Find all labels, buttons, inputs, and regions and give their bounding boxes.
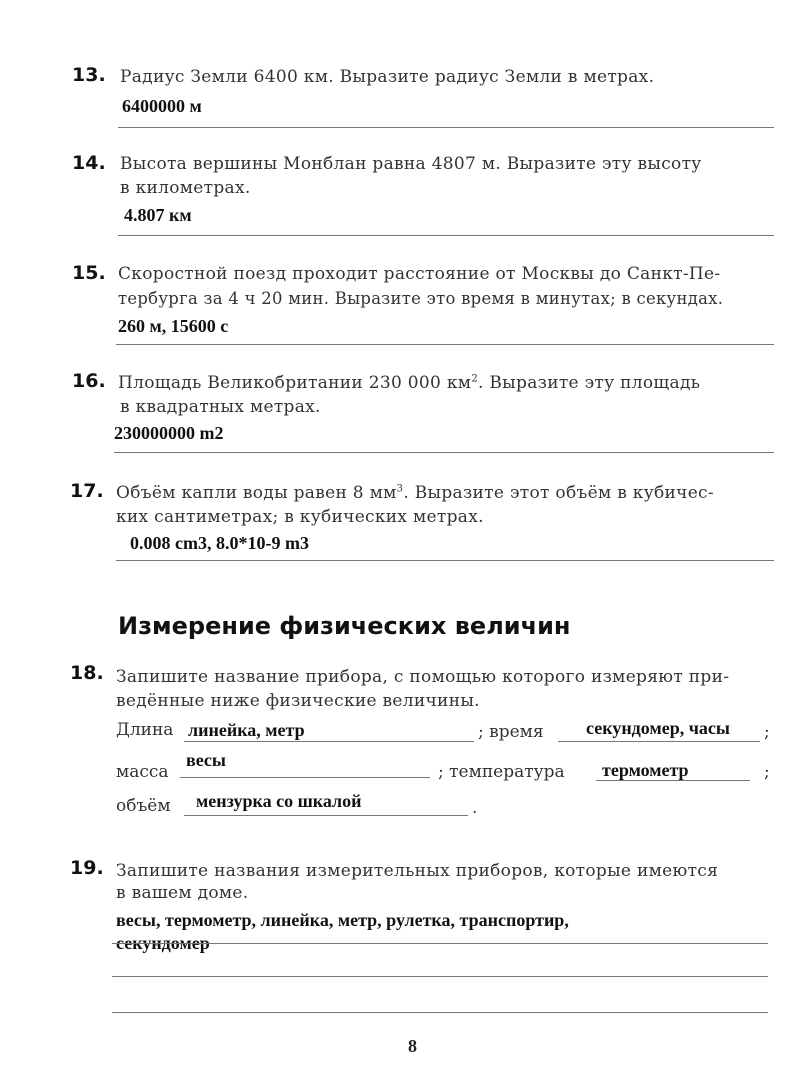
exercise-16-text-a: Площадь Великобритании 230 000 км	[118, 373, 472, 393]
exercise-17-superscript: 3	[396, 483, 404, 495]
exercise-18-question-line2: ведённые ниже физические величины.	[116, 691, 480, 711]
answer-line	[118, 235, 774, 236]
exercise-17-question-line1	[116, 480, 714, 506]
exercise-16-question-line1	[118, 370, 700, 396]
answer-line	[112, 976, 768, 977]
exercise-19-answer-line1: весы, термометр, линейка, метр, рулетка, транспортир,	[116, 910, 569, 930]
exercise-17-answer: 0.008 cm3, 8.0*10-9 m3	[130, 533, 309, 553]
exercise-17-text-b: . Выразите этот объём в кубичес-	[403, 483, 714, 503]
mass-answer-line	[180, 777, 430, 778]
volume-answer-line	[184, 815, 468, 816]
length-label: Длина	[116, 720, 174, 740]
exercise-19-number: 19.	[70, 857, 104, 879]
answer-line	[112, 1012, 768, 1013]
page-number: 8	[408, 1036, 417, 1056]
time-semicolon: ;	[764, 722, 770, 742]
exercise-13-answer: 6400000 м	[122, 96, 202, 116]
exercise-19-question-line1: Запишите названия измерительных приборов, которые имеются	[116, 861, 719, 881]
exercise-15-number: 15.	[72, 262, 106, 284]
answer-line	[118, 127, 774, 128]
exercise-16-text-b: . Выразите эту площадь	[477, 373, 701, 393]
answer-line	[112, 943, 768, 944]
volume-label: объём	[116, 796, 171, 816]
answer-line	[116, 344, 774, 345]
exercise-17-question-line2: ких сантиметрах; в кубических метрах.	[116, 507, 484, 527]
exercise-14-number: 14.	[72, 152, 106, 174]
answer-line	[116, 560, 774, 561]
exercise-14-answer: 4.807 км	[124, 205, 192, 225]
temperature-answer: термометр	[602, 760, 689, 780]
exercise-13-question: Радиус Земли 6400 км. Выразите радиус Земли в метрах.	[120, 67, 655, 87]
temperature-label: ; температура	[438, 762, 565, 782]
temperature-answer-line	[596, 780, 750, 781]
exercise-19-answer-line2: секундомер	[116, 933, 210, 953]
answer-line	[114, 452, 774, 453]
exercise-17-number: 17.	[70, 480, 104, 502]
length-answer: линейка, метр	[188, 720, 305, 740]
section-title: Измерение физических величин	[118, 612, 571, 640]
exercise-14-question-line1: Высота вершины Монблан равна 4807 м. Выразите эту высоту	[120, 154, 702, 174]
mass-answer: весы	[186, 750, 226, 770]
time-label: ; время	[478, 722, 544, 742]
time-answer: секундомер, часы	[586, 718, 730, 738]
exercise-16-question-line2: в квадратных метрах.	[120, 397, 321, 417]
exercise-15-question-line2: тербурга за 4 ч 20 мин. Выразите это время в минутах; в секундах.	[118, 289, 724, 308]
volume-period: .	[472, 798, 478, 818]
exercise-18-question-line1: Запишите название прибора, с помощью которого измеряют при-	[116, 667, 730, 687]
exercise-14-question-line2: в километрах.	[120, 178, 251, 198]
exercise-15-question-line1: Скоростной поезд проходит расстояние от Москвы до Санкт-Пе-	[118, 264, 721, 284]
exercise-19-question-line2: в вашем доме.	[116, 883, 249, 903]
exercise-13-number: 13.	[72, 64, 106, 86]
exercise-16-answer: 230000000 m2	[114, 423, 224, 443]
volume-answer: мензурка со шкалой	[196, 791, 362, 811]
temperature-semicolon: ;	[764, 762, 770, 782]
exercise-17-text-a: Объём капли воды равен 8 мм	[116, 483, 397, 503]
exercise-18-number: 18.	[70, 662, 104, 684]
exercise-15-answer: 260 м, 15600 с	[118, 316, 229, 336]
mass-label: масса	[116, 762, 169, 782]
exercise-16-superscript: 2	[471, 373, 478, 385]
time-answer-line	[558, 741, 760, 742]
exercise-16-number: 16.	[72, 370, 106, 392]
length-answer-line	[184, 741, 474, 742]
